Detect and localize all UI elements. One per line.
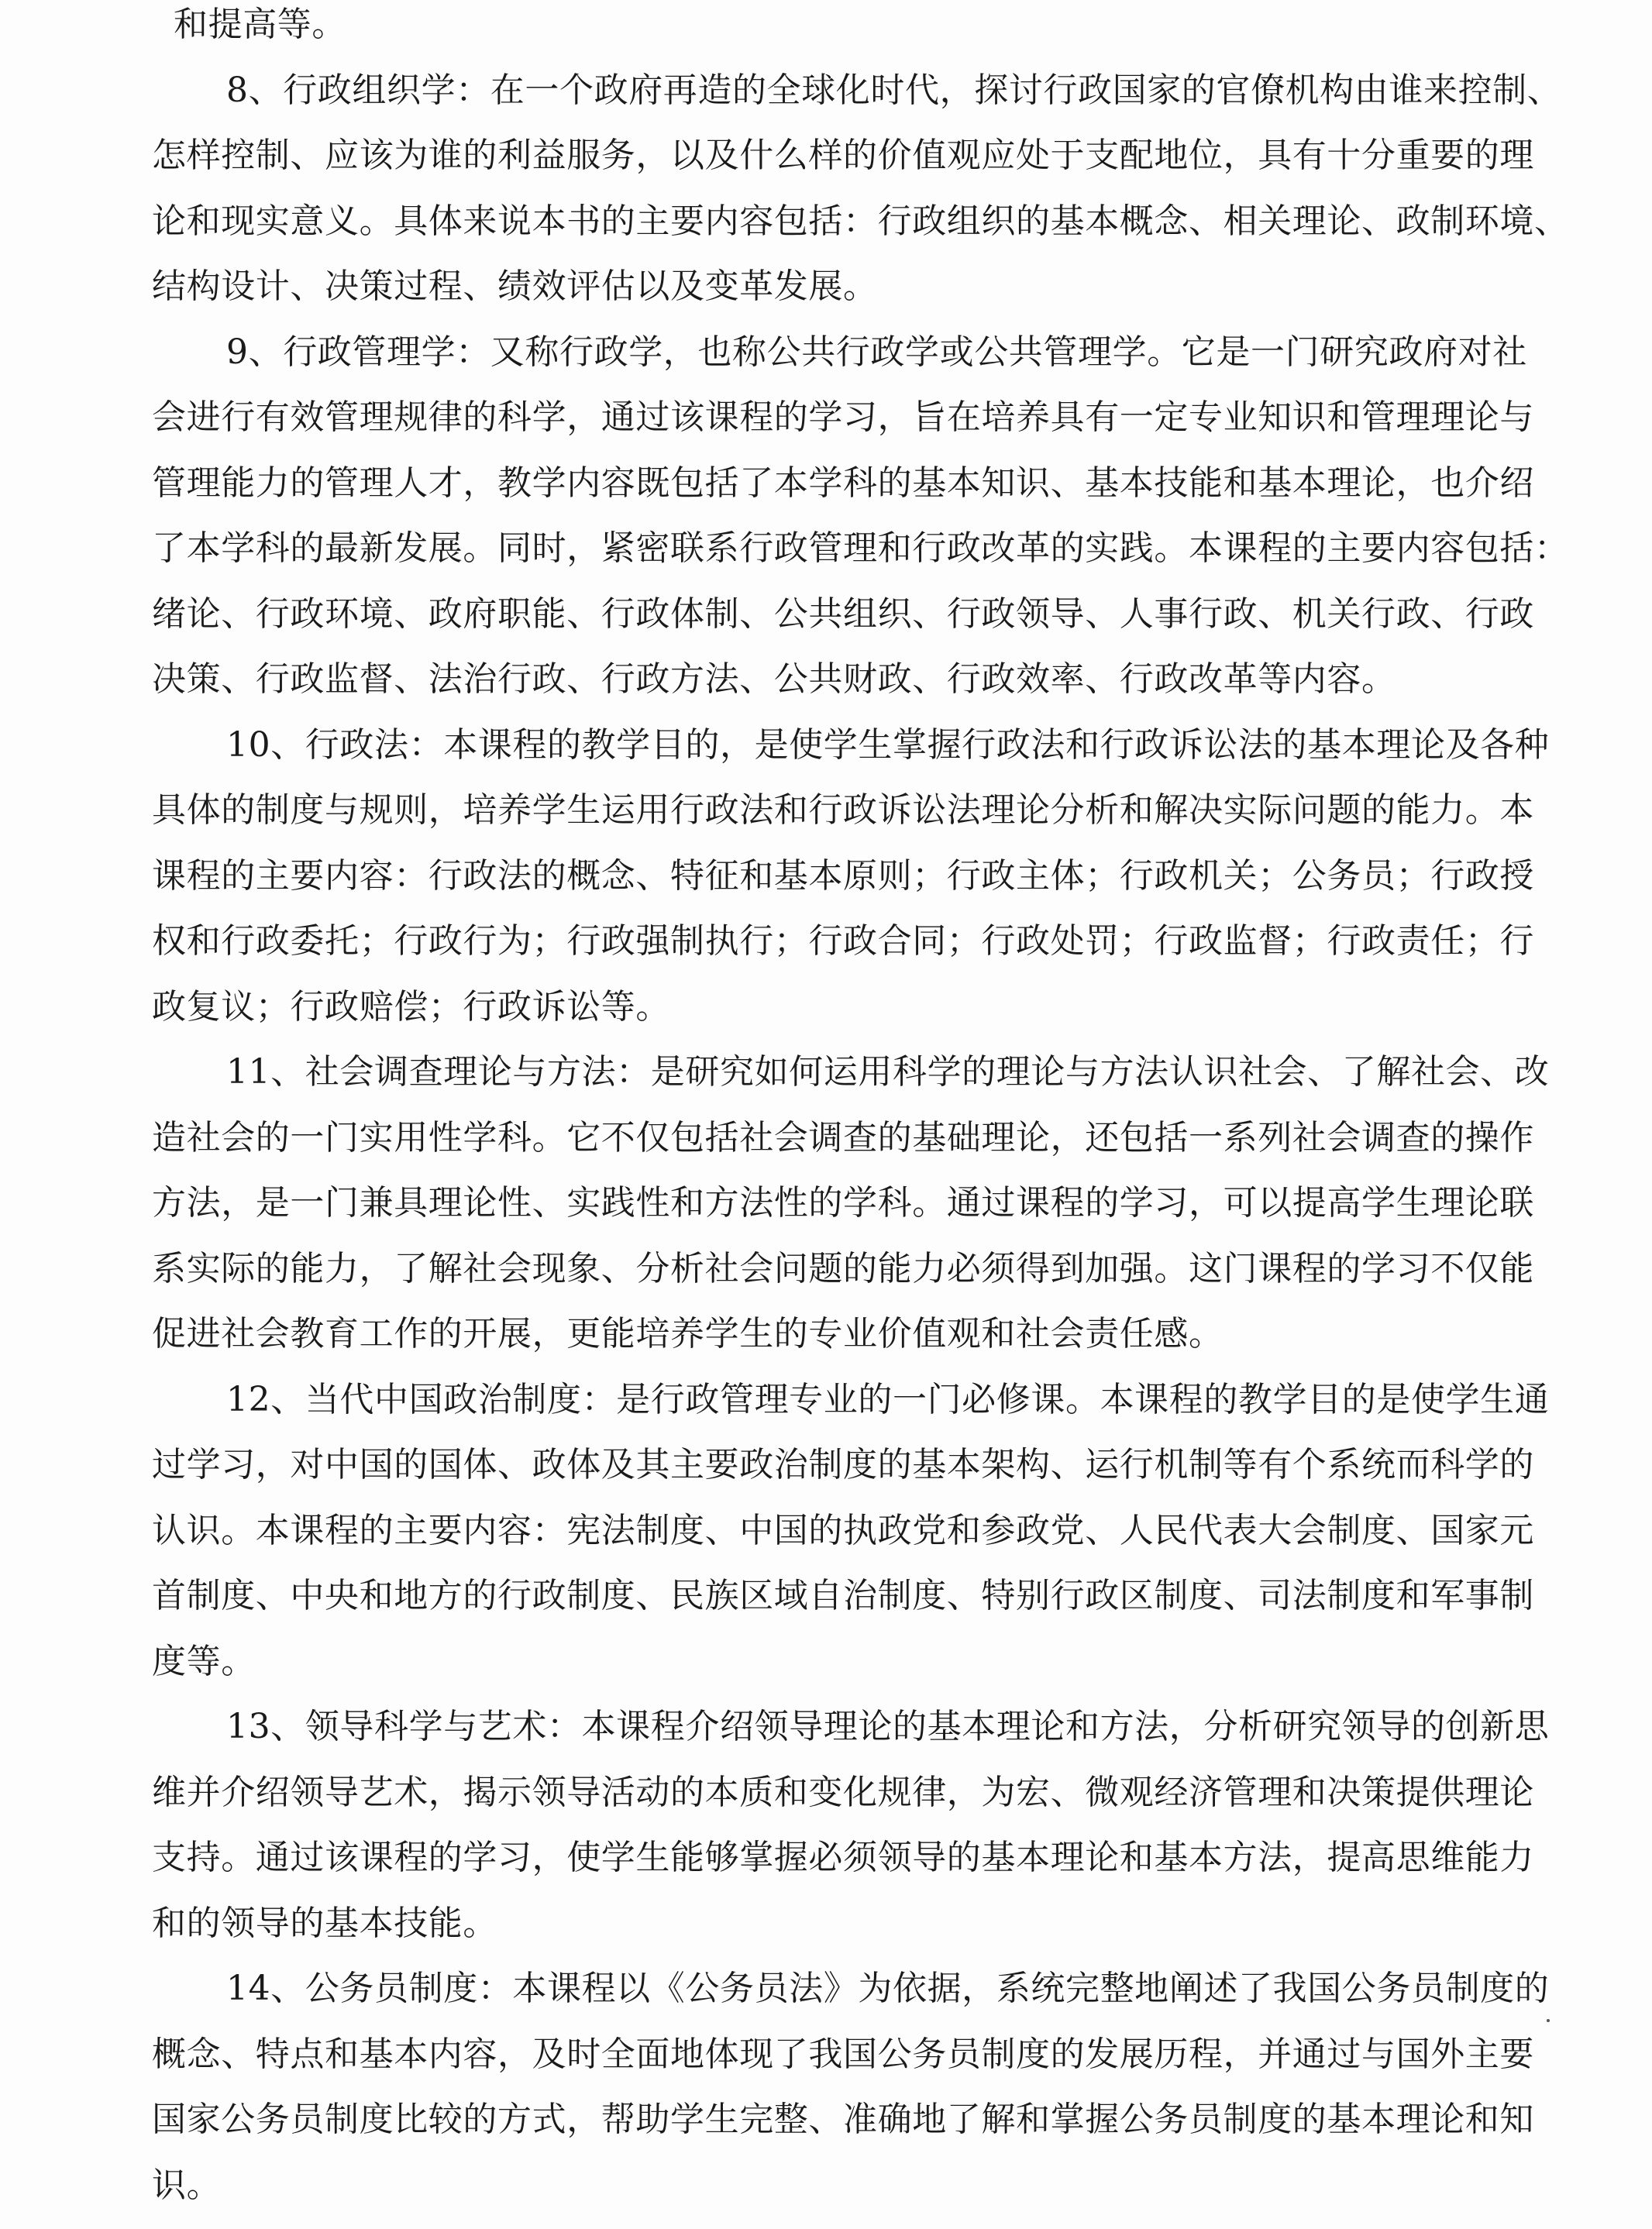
text-line: 首制度、中央和地方的行政制度、民族区域自治制度、特别行政区制度、司法制度和军事制 <box>152 1576 1534 1615</box>
text-line: 了本学科的最新发展。同时，紧密联系行政管理和行政改革的实践。本课程的主要内容包括： <box>152 528 1569 568</box>
text-line: 维并介绍领导艺术，揭示领导活动的本质和变化规律，为宏、微观经济管理和决策提供理论 <box>152 1772 1534 1812</box>
text-line: 识。 <box>152 2165 222 2205</box>
text-line: 14、公务员制度：本课程以《公务员法》为依据，系统完整地阐述了我国公务员制度的 <box>226 1969 1550 2008</box>
text-line: 结构设计、决策过程、绩效评估以及变革发展。 <box>152 267 878 306</box>
paragraph-11-social-survey <box>152 1040 1550 1367</box>
text-line: 具体的制度与规则，培养学生运用行政法和行政诉讼法理论分析和解决实际问题的能力。本 <box>152 790 1534 830</box>
scan-speck <box>1547 2019 1550 2022</box>
paragraph-9-public-administration <box>152 320 1569 713</box>
text-line: 方法，是一门兼具理论性、实践性和方法性的学科。通过课程的学习，可以提高学生理论联 <box>152 1183 1534 1223</box>
paragraph-8-administrative-organization <box>152 58 1569 320</box>
text-line: 认识。本课程的主要内容：宪法制度、中国的执政党和参政党、人民代表大会制度、国家元 <box>152 1510 1534 1550</box>
text-line: 过学习，对中国的国体、政体及其主要政治制度的基本架构、运行机制等有个系统而科学的 <box>152 1445 1534 1484</box>
text-line: 怎样控制、应该为谁的利益服务，以及什么样的价值观应处于支配地位，具有十分重要的理 <box>152 136 1534 175</box>
text-line: 绪论、行政环境、政府职能、行政体制、公共组织、行政领导、人事行政、机关行政、行政 <box>152 593 1534 634</box>
paragraph-14-civil-service <box>152 1956 1550 2218</box>
text-line: 论和现实意义。具体来说本书的主要内容包括：行政组织的基本概念、相关理论、政制环境、 <box>152 201 1569 241</box>
paragraph-10-administrative-law <box>152 713 1550 1041</box>
text-line: 11、社会调查理论与方法：是研究如何运用科学的理论与方法认识社会、了解社会、改 <box>226 1052 1550 1092</box>
paragraph-continuation <box>174 0 1516 58</box>
text-line: 造社会的一门实用性学科。它不仅包括社会调查的基础理论，还包括一系列社会调查的操作 <box>152 1117 1534 1157</box>
text-line: 国家公务员制度比较的方式，帮助学生完整、准确地了解和掌握公务员制度的基本理论和知 <box>152 2100 1534 2139</box>
text-line: 系实际的能力，了解社会现象、分析社会问题的能力必须得到加强。这门课程的学习不仅能 <box>152 1248 1534 1288</box>
text-line: 权和行政委托；行政行为；行政强制执行；行政合同；行政处罚；行政监督；行政责任；行 <box>152 921 1534 961</box>
text-line: 支持。通过该课程的学习，使学生能够掌握必须领导的基本理论和基本方法，提高思维能力 <box>152 1838 1534 1877</box>
text-line: 13、领导科学与艺术：本课程介绍领导理论的基本理论和方法，分析研究领导的创新思 <box>226 1707 1550 1746</box>
text-line: 9、行政管理学：又称行政学，也称公共行政学或公共管理学。它是一门研究政府对社 <box>226 332 1527 372</box>
text-line: 10、行政法：本课程的教学目的，是使学生掌握行政法和行政诉讼法的基本理论及各种 <box>226 724 1550 765</box>
document-body <box>152 0 1569 2218</box>
paragraph-12-political-system <box>152 1367 1550 1695</box>
text-line: 课程的主要内容：行政法的概念、特征和基本原则；行政主体；行政机关；公务员；行政授 <box>152 855 1534 896</box>
text-line: 12、当代中国政治制度：是行政管理专业的一门必修课。本课程的教学目的是使学生通 <box>226 1379 1550 1419</box>
paragraph-13-leadership <box>152 1694 1550 1956</box>
text-line: 概念、特点和基本内容，及时全面地体现了我国公务员制度的发展历程，并通过与国外主要 <box>152 2034 1534 2074</box>
text-line: 决策、行政监督、法治行政、行政方法、公共财政、行政效率、行政改革等内容。 <box>152 659 1396 699</box>
text-line: 管理能力的管理人才，教学内容既包括了本学科的基本知识、基本技能和基本理论，也介绍 <box>152 463 1534 503</box>
text-line: 政复议；行政赔偿；行政诉讼等。 <box>152 986 670 1027</box>
text-line: 会进行有效管理规律的科学，通过该课程的学习，旨在培养具有一定专业知识和管理理论与 <box>152 397 1534 437</box>
text-line: 8、行政组织学：在一个政府再造的全球化时代，探讨行政国家的官僚机构由谁来控制、 <box>226 70 1562 110</box>
text-line: 和提高等。 <box>174 5 346 44</box>
text-line: 促进社会教育工作的开展，更能培养学生的专业价值观和社会责任感。 <box>152 1314 1224 1354</box>
text-line: 度等。 <box>152 1641 256 1681</box>
text-line: 和的领导的基本技能。 <box>152 1903 497 1943</box>
